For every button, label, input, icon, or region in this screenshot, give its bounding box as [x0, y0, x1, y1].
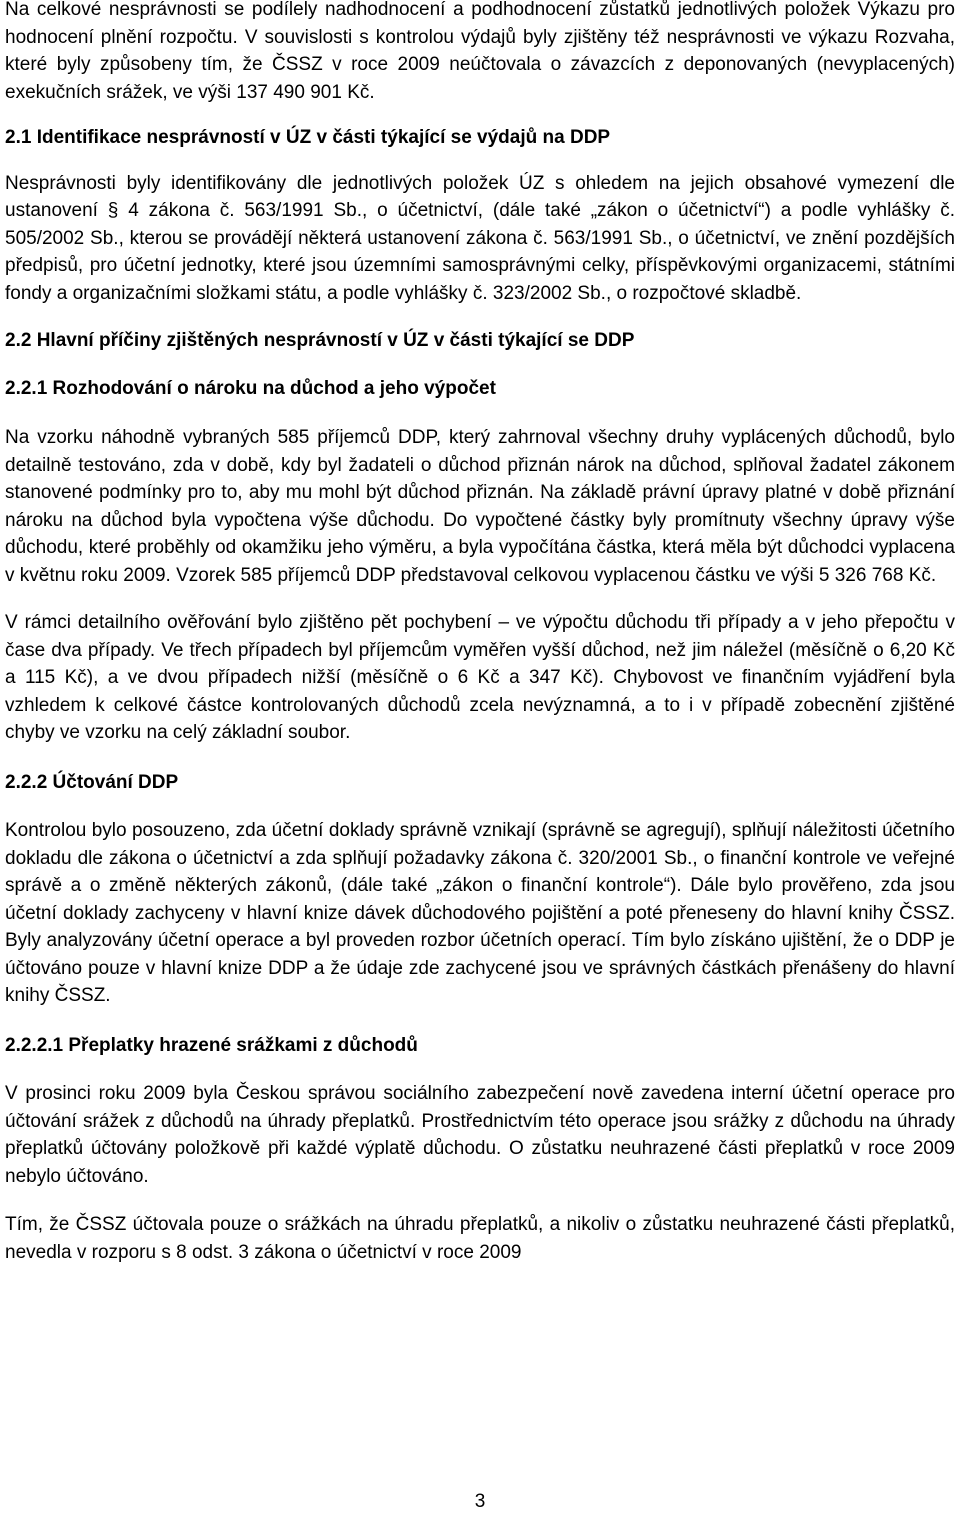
heading-2-1: 2.1 Identifikace nesprávností v ÚZ v části týkající se výdajů na DDP — [5, 127, 611, 148]
paragraph-2-2-2-1-b: Tím, že ČSSZ účtovala pouze o srážkách na úhradu přeplatků, a nikoliv o zůstatku neuhrazené části přeplatků, nevedla v rozporu s 8 odst. 3 zákona o účetnictví v roce 2009 — [5, 1214, 955, 1263]
paragraph-2-2-2: Kontrolou bylo posouzeno, zda účetní doklady správně vznikají (správně se agregují), splňují náležitosti účetního dokladu dle zákona o účetnictví a zda splňují požadavky zákona č. 320/2001 Sb., o finanční kontrole ve veřejné správě a o změně některých zákonů, (dále také „zákon o finanční kontrole“). Dále bylo prověřeno, zda jsou účetní doklady zachyceny v hlavní knize dávek důchodového pojištění a poté přeneseny do hlavní knihy ČSSZ. Byly analyzovány účetní operace a byl proveden rozbor účetních operací. Tím bylo získáno ujištění, že o DDP je účtováno pouze v hlavní knize DDP a že údaje zde zachycené jsou ve správných částkách přenášeny do hlavní knihy ČSSZ. — [5, 820, 955, 1006]
intro-paragraph: Na celkové nesprávnosti se podílely nadhodnocení a podhodnocení zůstatků jednotlivých položek Výkazu pro hodnocení plnění rozpočtu. V souvislosti s kontrolou výdajů byly zjištěny též nesprávnosti ve výkazu Rozvaha, které byly způsobeny tím, že ČSSZ v roce 2009 neúčtovala o závazcích z deponovaných (nevyplacených) exekučních srážek, ve výši 137 490 901 Kč. — [5, 0, 955, 103]
page-number: 3 — [474, 1491, 486, 1512]
heading-2-2-2: 2.2.2 Účtování DDP — [5, 771, 179, 793]
heading-2-2: 2.2 Hlavní příčiny zjištěných nesprávností v ÚZ v části týkající se DDP — [5, 330, 635, 351]
document-page — [5, 0, 955, 1266]
heading-2-2-1: 2.2.1 Rozhodování o nároku na důchod a jeho výpočet — [5, 377, 496, 399]
paragraph-2-2-2-1-a: V prosinci roku 2009 byla Českou správou sociálního zabezpečení nově zavedena interní účetní operace pro účtování srážek z důchodů na úhrady přeplatků. Prostřednictvím této operace jsou srážky z důchodu na úhrady přeplatků účtovány položkově při každé výplatě důchodu. O zůstatku neuhrazené části přeplatků v roce 2009 nebylo účtováno. — [5, 1083, 955, 1187]
heading-2-2-2-1: 2.2.2.1 Přeplatky hrazené srážkami z důchodů — [5, 1034, 418, 1056]
paragraph-2-1: Nesprávnosti byly identifikovány dle jednotlivých položek ÚZ s ohledem na jejich obsahové vymezení dle ustanovení § 4 zákona č. 563/1991 Sb., o účetnictví, (dále také „zákon o účetnictví“) a podle vyhlášky č. 505/2002 Sb., kterou se provádějí některá ustanovení zákona č. 563/1991 Sb., o účetnictví, ve znění pozdějších předpisů, pro účetní jednotky, které jsou územními samosprávnými celky, příspěvkovými organizacemi, státními fondy a organizačními složkami státu, a podle vyhlášky č. 323/2002 Sb., o rozpočtové skladbě. — [5, 172, 955, 304]
paragraph-2-2-1-a: Na vzorku náhodně vybraných 585 příjemců DDP, který zahrnoval všechny druhy vyplácených důchodů, bylo detailně testováno, zda v době, kdy byl žadateli o důchod přiznán nárok na důchod, splňoval žadatel zákonem stanovené podmínky pro to, aby mu mohl být důchod přiznán. Na základě právní úpravy platné v době přiznání nároku na důchod byla vypočtena výše důchodu. Do vypočtené částky byly promítnuty všechny úpravy výše důchodu, které proběhly od okamžiku jeho výměru, a byla vypočítána částka, která měla být důchodci vyplacena v květnu roku 2009. Vzorek 585 příjemců DDP představoval celkovou vyplacenou částku ve výši 5 326 768 Kč. — [5, 427, 955, 586]
paragraph-2-2-1-b: V rámci detailního ověřování bylo zjištěno pět pochybení – ve výpočtu důchodu tři případy a v jeho přepočtu v čase dva případy. Ve třech případech byl příjemcům vyměřen vyšší důchod, než jim náležel (měsíčně o 6,20 Kč a 115 Kč), a ve dvou případech nižší (měsíčně o 6 Kč a 347 Kč). Chybovost ve finančním vyjádření byla vzhledem k celkové částce kontrolovaných důchodů zcela nevýznamná, a to i v případě zobecnění zjištěné chyby ve vzorku na celý základní soubor. — [5, 612, 955, 743]
